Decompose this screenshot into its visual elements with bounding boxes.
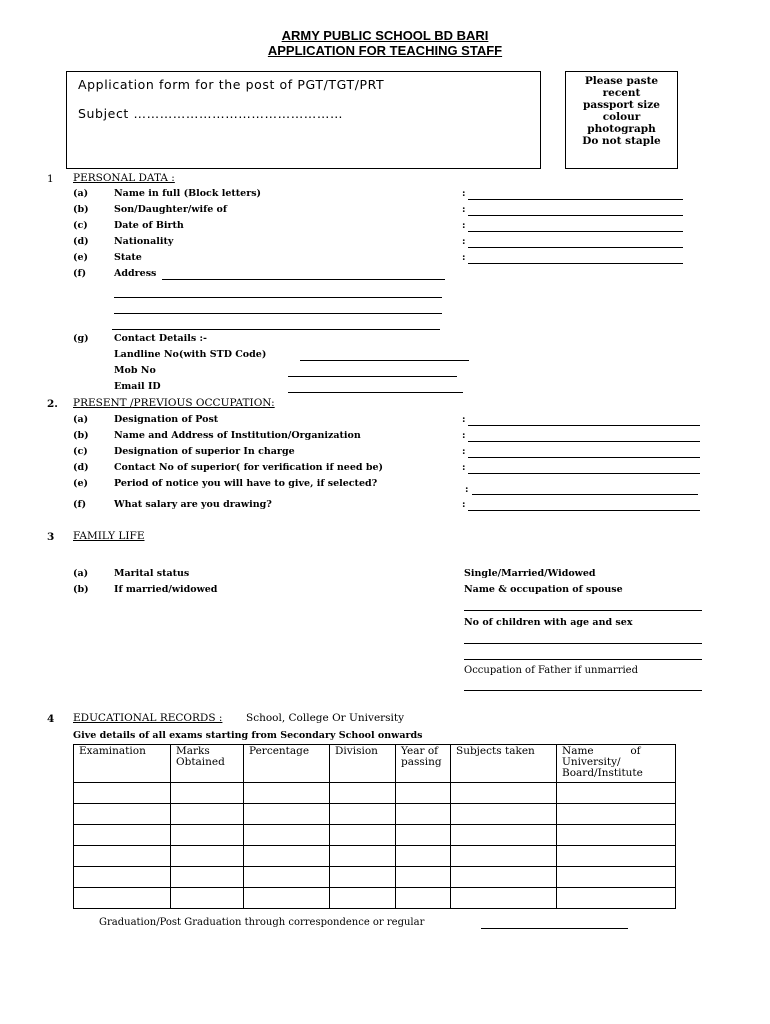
- item-label: Marital status: [114, 568, 190, 579]
- item-letter: (d): [73, 236, 89, 247]
- item-label: Name in full (Block letters): [114, 188, 262, 199]
- colon: :: [462, 446, 466, 457]
- item-label: Name and Address of Institution/Organization: [114, 430, 361, 441]
- item-letter: (a): [73, 568, 89, 579]
- item-letter: (e): [73, 252, 89, 263]
- column-header: Marks Obtained: [171, 745, 244, 783]
- item-label: State: [114, 252, 142, 263]
- fill-line[interactable]: [464, 690, 702, 691]
- item-letter: (g): [73, 333, 89, 344]
- address-line[interactable]: [162, 279, 445, 280]
- fill-line[interactable]: [468, 215, 683, 216]
- fill-line[interactable]: [468, 457, 700, 458]
- section-heading: FAMILY LIFE: [73, 530, 145, 542]
- colon: :: [462, 414, 466, 425]
- colon: :: [465, 484, 469, 495]
- address-line[interactable]: [112, 329, 440, 330]
- table-row[interactable]: [74, 804, 676, 825]
- fill-line[interactable]: [468, 510, 700, 511]
- section-heading-tail: School, College Or University: [246, 712, 405, 724]
- item-label: What salary are you drawing?: [114, 499, 272, 510]
- email-line[interactable]: [288, 392, 463, 393]
- item-label: Period of notice you will have to give, if selected?: [114, 478, 378, 489]
- section-number: 4: [47, 713, 55, 725]
- item-letter: (a): [73, 414, 89, 425]
- application-box: [66, 71, 541, 169]
- colon: :: [462, 499, 466, 510]
- table-row[interactable]: [74, 783, 676, 804]
- fill-line[interactable]: [468, 247, 683, 248]
- colon: :: [462, 188, 466, 199]
- fill-line[interactable]: [464, 643, 702, 644]
- table-row[interactable]: [74, 825, 676, 846]
- column-header: Year of passing: [396, 745, 451, 783]
- table-header-row: [74, 745, 676, 783]
- item-label: Designation of superior In charge: [114, 446, 295, 457]
- section-heading: PERSONAL DATA :: [73, 172, 175, 184]
- post-line: Application form for the post of PGT/TGT/PRT: [78, 77, 385, 92]
- landline-line[interactable]: [300, 360, 469, 361]
- column-header: Examination: [74, 745, 171, 783]
- fill-line[interactable]: [468, 231, 683, 232]
- email-label: Email ID: [114, 381, 161, 392]
- item-label: Son/Daughter/wife of: [114, 204, 227, 215]
- item-label: Date of Birth: [114, 220, 184, 231]
- item-letter: (c): [73, 220, 88, 231]
- colon: :: [462, 236, 466, 247]
- form-title: APPLICATION FOR TEACHING STAFF: [267, 43, 503, 58]
- spouse-label: Name & occupation of spouse: [464, 584, 623, 595]
- photo-text: photograph: [587, 123, 656, 135]
- graduation-mode-line[interactable]: [481, 928, 628, 929]
- colon: :: [462, 430, 466, 441]
- colon: :: [462, 220, 466, 231]
- table-row[interactable]: [74, 888, 676, 909]
- photo-text: recent: [602, 87, 641, 99]
- section-heading: EDUCATIONAL RECORDS :: [73, 712, 223, 724]
- father-label: Occupation of Father if unmarried: [464, 665, 638, 676]
- section-number: 1: [47, 173, 54, 185]
- mobile-label: Mob No: [114, 365, 156, 376]
- item-letter: (b): [73, 204, 89, 215]
- photo-text: colour: [602, 111, 641, 123]
- column-header: Percentage: [244, 745, 330, 783]
- table-row[interactable]: [74, 867, 676, 888]
- photo-text: Please paste: [584, 75, 659, 87]
- mobile-line[interactable]: [288, 376, 457, 377]
- photo-text: Do not staple: [582, 135, 661, 147]
- column-header: Subjects taken: [451, 745, 557, 783]
- section-number: 2.: [47, 398, 58, 410]
- fill-line[interactable]: [468, 425, 700, 426]
- table-row[interactable]: [74, 846, 676, 867]
- item-label: If married/widowed: [114, 584, 218, 595]
- colon: :: [462, 204, 466, 215]
- address-line[interactable]: [114, 313, 442, 314]
- item-label: Nationality: [114, 236, 174, 247]
- item-label: Designation of Post: [114, 414, 219, 425]
- fill-line[interactable]: [468, 473, 700, 474]
- address-label: Address: [114, 268, 157, 279]
- section-number: 3: [47, 531, 55, 543]
- photo-text: passport size: [583, 99, 660, 111]
- fill-line[interactable]: [468, 199, 683, 200]
- item-letter: (e): [73, 478, 89, 489]
- item-letter: (f): [73, 499, 87, 510]
- item-letter: (c): [73, 446, 88, 457]
- item-label: Contact No of superior( for verification if need be): [114, 462, 384, 473]
- colon: :: [462, 462, 466, 473]
- colon: :: [462, 252, 466, 263]
- children-label: No of children with age and sex: [464, 617, 633, 628]
- photo-box: [565, 71, 678, 169]
- subject-line[interactable]: Subject …………………………………………: [78, 106, 344, 121]
- item-letter: (a): [73, 188, 89, 199]
- item-letter: (f): [73, 268, 87, 279]
- item-letter: (b): [73, 430, 89, 441]
- contact-label: Contact Details :-: [114, 333, 207, 344]
- section-heading: PRESENT /PREVIOUS OCCUPATION:: [73, 397, 275, 409]
- fill-line[interactable]: [468, 441, 700, 442]
- marital-options[interactable]: Single/Married/Widowed: [464, 568, 596, 579]
- school-name: ARMY PUBLIC SCHOOL BD BARI: [281, 28, 489, 43]
- fill-line[interactable]: [464, 610, 702, 611]
- fill-line[interactable]: [468, 263, 683, 264]
- item-letter: (d): [73, 462, 89, 473]
- address-line[interactable]: [114, 297, 442, 298]
- column-header: Division: [330, 745, 396, 783]
- graduation-mode-label: Graduation/Post Graduation through correspondence or regular: [99, 917, 425, 928]
- landline-label: Landline No(with STD Code): [114, 349, 267, 360]
- education-table: [73, 744, 676, 909]
- instruction: Give details of all exams starting from Secondary School onwards: [73, 730, 423, 741]
- item-letter: (b): [73, 584, 89, 595]
- fill-line[interactable]: [472, 494, 698, 495]
- column-header: Name of University/ Board/Institute: [557, 745, 676, 783]
- fill-line[interactable]: [464, 659, 702, 660]
